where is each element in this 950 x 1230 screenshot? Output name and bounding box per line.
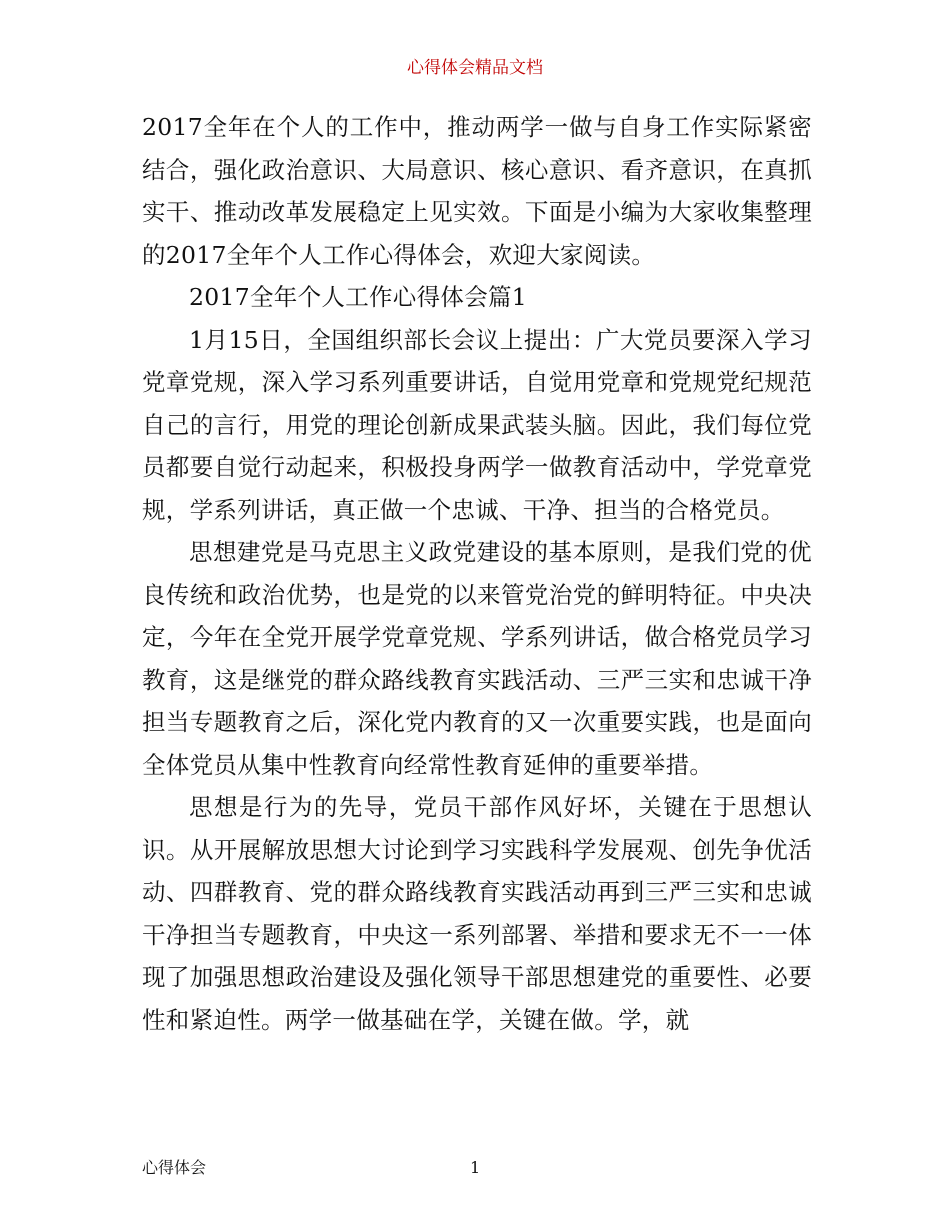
body-paragraph: 思想建党是马克思主义政党建设的基本原则，是我们党的优良传统和政治优势，也是党的以来管党治党的鲜明特征。中央决定，今年在全党开展学党章党规、学系列讲话，做合格党员学习教育，这是继党的群众路线教育实践活动、三严三实和忠诚干净担当专题教育之后，深化党内教育的又一次重要实践，也是面向全体党员从集中性教育向经常性教育延伸的重要举措。 [142, 538, 812, 779]
page-header-title: 心得体会精品文档 [407, 58, 543, 78]
body-paragraph: 思想是行为的先导，党员干部作风好坏，关键在于思想认识。从开展解放思想大讨论到学习实践科学发展观、创先争优活动、四群教育、党的群众路线教育实践活动再到三严三实和忠诚干净担当专题教育，中央这一系列部署、举措和要求无不一一体现了加强思想政治建设及强化领导干部思想建党的重要性、必要性和紧迫性。两学一做基础在学，关键在做。学，就 [142, 793, 812, 1034]
document-body [142, 106, 812, 1041]
intro-paragraph: 2017全年在个人的工作中，推动两学一做与自身工作实际紧密结合，强化政治意识、大局意识、核心意识、看齐意识，在真抓实干、推动改革发展稳定上见实效。下面是小编为大家收集整理的2017全年个人工作心得体会，欢迎大家阅读。 [142, 113, 812, 269]
footer-label: 心得体会 [142, 1158, 207, 1177]
body-paragraph: 1月15日，全国组织部长会议上提出：广大党员要深入学习党章党规，深入学习系列重要讲话，自觉用党章和党规党纪规范自己的言行，用党的理论创新成果武装头脑。因此，我们每位党员都要自觉行动起来，积极投身两学一做教育活动中，学党章党规，学系列讲话，真正做一个忠诚、干净、担当的合格党员。 [142, 325, 812, 524]
section-heading: 2017全年个人工作心得体会篇1 [189, 283, 528, 311]
page-footer [142, 1156, 812, 1180]
page-number: 1 [470, 1158, 481, 1177]
